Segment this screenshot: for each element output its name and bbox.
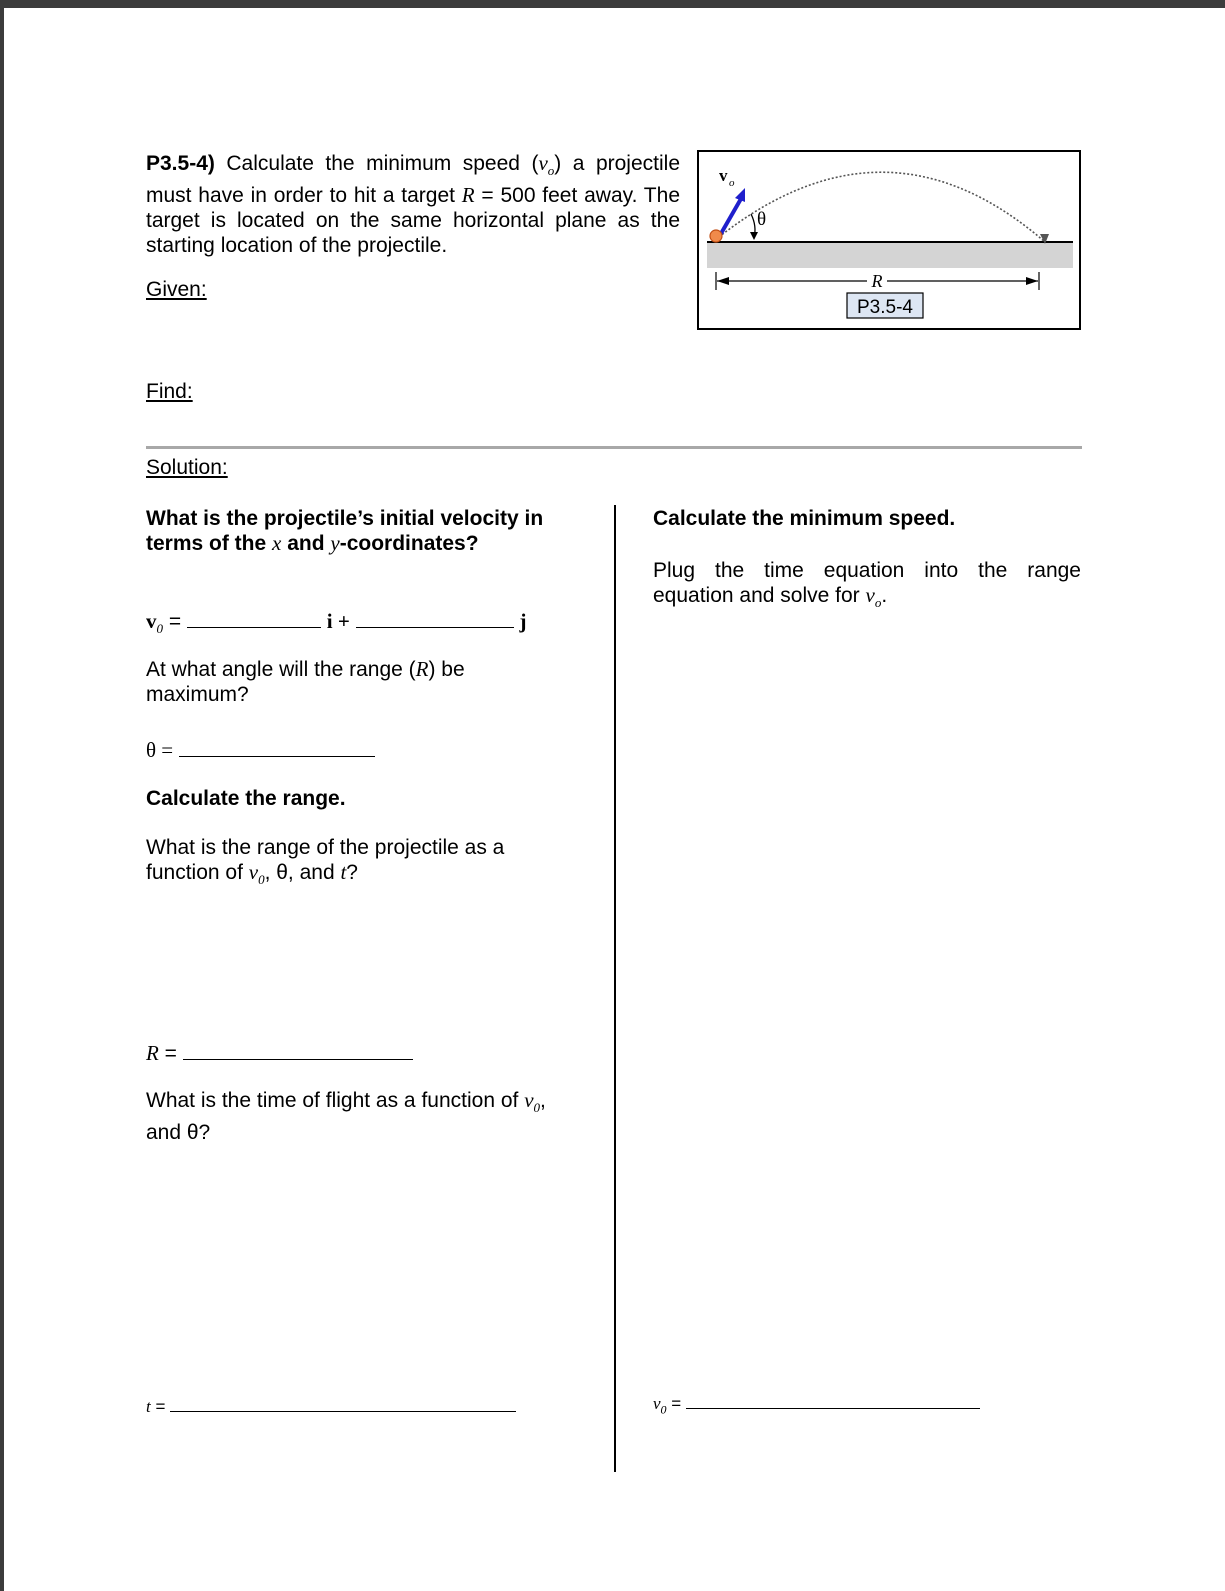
t-label: t — [146, 1397, 151, 1416]
figure-r-label: R — [871, 271, 883, 291]
theta-label: θ = — [146, 738, 174, 762]
viewer-top-border — [0, 0, 1225, 8]
theta-answer-blank[interactable] — [179, 756, 375, 757]
plug-instruction: Plug the time equation into the range equation and solve for $v_o$. — [653, 559, 1081, 611]
projectile-ball — [710, 230, 722, 242]
final-v0-answer-blank[interactable] — [686, 1408, 980, 1409]
section-divider — [146, 446, 1082, 449]
viewer-left-border — [0, 0, 4, 1591]
figure-theta: θ — [757, 209, 767, 230]
projectile-figure — [697, 150, 1081, 330]
solution-label: Solution: — [146, 456, 228, 479]
calc-min-speed-heading: Calculate the minimum speed. — [653, 507, 956, 530]
figure-caption: P3.5-4 — [857, 297, 913, 318]
vx-answer-blank[interactable] — [187, 627, 321, 628]
problem-statement: P3.5-4) Calculate the minimum speed $(v_o)$ a projectile must have in order to hit a target R = 500 feet away. The target is located on the same horizontal plane as the starting location of the projectile. — [146, 151, 680, 258]
q-range-function: What is the range of the projectile as a function of $v_0$, θ, and t? — [146, 836, 505, 888]
final-v0-label: v — [653, 1394, 661, 1413]
ground-band — [707, 242, 1073, 268]
v0-components-row: $v_0 = i + j$ — [146, 609, 527, 637]
vy-answer-blank[interactable] — [356, 627, 514, 628]
given-label: Given: — [146, 278, 207, 301]
time-row: t = — [146, 1394, 516, 1419]
j-label: j — [519, 609, 527, 633]
find-label: Find: — [146, 380, 193, 403]
range-answer-blank[interactable] — [183, 1059, 413, 1060]
final-v0-row: $v_0$ = — [653, 1391, 980, 1422]
problem-id: P3.5-4) — [146, 152, 215, 175]
time-answer-blank[interactable] — [170, 1411, 516, 1412]
theta-row — [146, 738, 375, 763]
i-plus-label: i + — [326, 609, 350, 633]
figure-v-label: v — [719, 166, 728, 185]
calc-range-heading: Calculate the range. — [146, 787, 346, 810]
q-time-of-flight: What is the time of flight as a function of $v_0$, and θ? — [146, 1088, 546, 1145]
column-divider — [614, 505, 616, 1472]
v0-label: v — [146, 609, 157, 633]
figure-v-sub: o — [729, 177, 735, 189]
r-label: R — [146, 1041, 159, 1065]
q-max-angle: At what angle will the range (R) be maximum? — [146, 657, 465, 706]
q-initial-velocity: What is the projectile’s initial velocity in terms of the x and y-coordinates? — [146, 507, 544, 555]
range-row: R = — [146, 1041, 413, 1066]
